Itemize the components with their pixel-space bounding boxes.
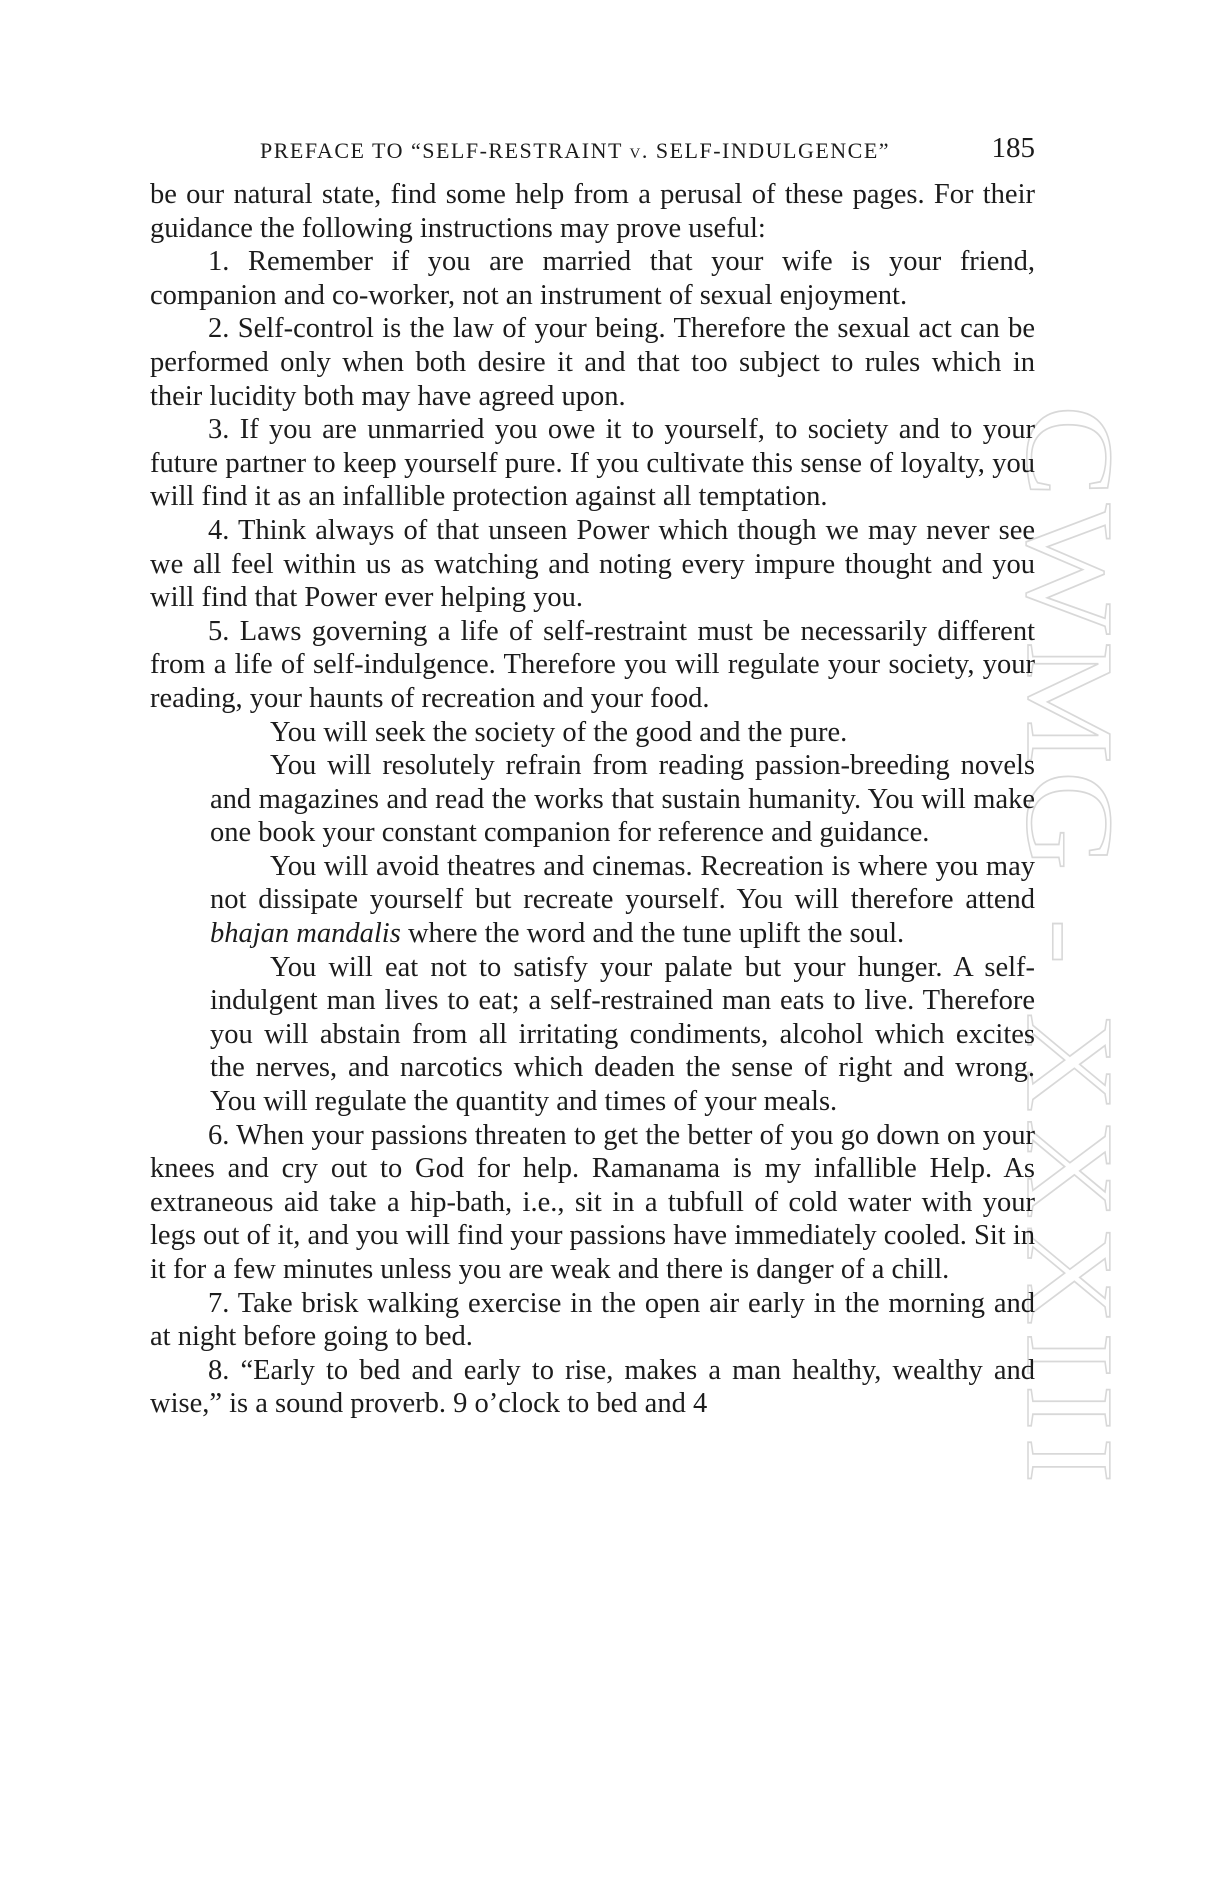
paragraph-text: be our natural state, find some help from a perusal of these pages. For their guidance the following instructions may prove useful:	[150, 179, 1035, 244]
numbered-paragraph	[150, 245, 1035, 312]
sub-paragraph	[210, 850, 1035, 951]
paragraph-text: You will resolutely refrain from reading passion-breeding novels and magazines and read the works that sustain humanity. You will make one book your constant companion for reference and guidance.	[210, 750, 1035, 849]
paragraph-text: 3. If you are unmarried you owe it to yourself, to society and to your future partner to keep yourself pure. If you cultivate this sense of loyalty, you will find it as an infallible protection against all temptation.	[150, 414, 1035, 513]
numbered-paragraph	[150, 1354, 1035, 1421]
sub-paragraph	[210, 749, 1035, 850]
header-title: PREFACE TO “SELF-RESTRAINT v. SELF-INDULGENCE”	[260, 138, 891, 163]
numbered-paragraph	[150, 615, 1035, 716]
running-header	[260, 132, 1035, 170]
paragraph-text: You will eat not to satisfy your palate but your hunger. A self-indulgent man lives to eat; a self-restrained man eats to live. Therefore you will abstain from all irritating condiments, alcohol which excites the nerves, and narcotics which deaden the sense of right and wrong. You will regulate the quantity and times of your meals.	[210, 951, 1035, 1118]
watermark-text: CWMG - XXXIII	[1000, 405, 1138, 1386]
paragraph-text: where the word and the tune uplift the soul.	[400, 918, 905, 950]
numbered-paragraph	[150, 413, 1035, 514]
paragraph-text: You will avoid theatres and cinemas. Recreation is where you may not dissipate yourself but recreate yourself. You will therefore attend	[210, 850, 1035, 916]
sub-paragraph	[210, 716, 1035, 750]
numbered-paragraph	[150, 312, 1035, 413]
page-number: 185	[991, 132, 1035, 164]
paragraph-text: 5. Laws governing a life of self-restraint must be necessarily different from a life of self-indulgence. Therefore you will regulate your society, your reading, your haunts of recreation and your food.	[150, 615, 1035, 714]
paragraph-text: 4. Think always of that unseen Power which though we may never see we all feel within us as watching and noting every impure thought and you will find that Power ever helping you.	[150, 514, 1035, 614]
paragraph-text: 2. Self-control is the law of your being. Therefore the sexual act can be performed only when both desire it and that too subject to rules which in their lucidity both may have agreed upon.	[150, 313, 1035, 412]
lead-paragraph	[150, 178, 1035, 245]
body-text	[150, 178, 1035, 1421]
numbered-paragraph	[150, 1119, 1035, 1287]
paragraph-text: 8. “Early to bed and early to rise, makes a man healthy, wealthy and wise,” is a sound proverb. 9 o’clock to bed and 4	[150, 1354, 1035, 1420]
numbered-paragraph	[150, 514, 1035, 615]
paragraph-text: 1. Remember if you are married that your wife is your friend, companion and co-worker, not an instrument of sexual enjoyment.	[150, 246, 1035, 311]
numbered-paragraph	[150, 1287, 1035, 1354]
paragraph-text: 6. When your passions threaten to get the better of you go down on your knees and cry out to God for help. Ramanama is my infallible Help. As extraneous aid take a hip-bath, i.e., sit in a tubfull of cold water with your legs out of it, and you will find your passions have immediately cooled. Sit in it for a few minutes unless you are weak and there is danger of a chill.	[150, 1119, 1035, 1285]
italic-term: bhajan mandalis	[210, 918, 401, 950]
paragraph-text: You will seek the society of the good and the pure.	[270, 716, 848, 748]
sub-paragraph	[210, 951, 1035, 1119]
paragraph-text: 7. Take brisk walking exercise in the open air early in the morning and at night before going to bed.	[150, 1287, 1035, 1353]
